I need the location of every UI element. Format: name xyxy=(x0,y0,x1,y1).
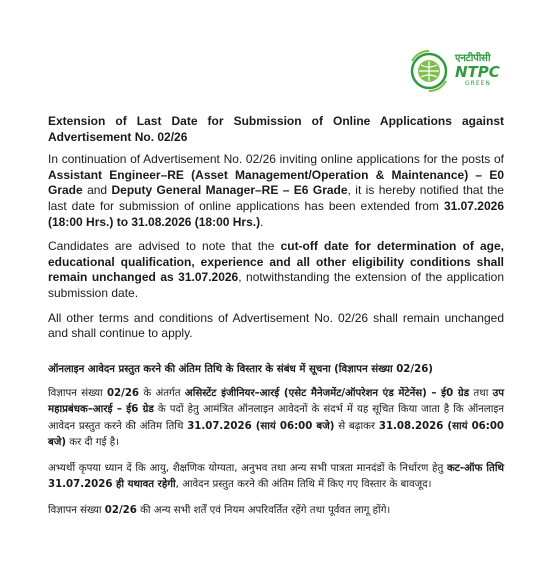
hi-p1-text-3: तथा xyxy=(469,387,493,399)
logo-wordmark xyxy=(455,50,503,87)
english-paragraph-2 xyxy=(48,239,504,301)
en-p1-bold-1: Assistant Engineer–RE (Asset Management/Operation & Maintenance) – E0 Grade xyxy=(48,167,504,198)
hindi-notice xyxy=(48,362,504,520)
logo-tagline: GREEN xyxy=(465,80,491,87)
hindi-paragraph-2 xyxy=(48,461,504,494)
notice-body xyxy=(48,114,504,528)
hi-p1-bold-2: असिस्टेंट इंजीनियर–आरई (एसेट मैनेजमेंट/ऑपरेशन एंड मेंटेनेंस) – ई0 ग्रेड xyxy=(184,387,470,399)
hi-p1-bold-4: 31.07.2026 (सायं 06:00 बजे) xyxy=(187,420,335,432)
hi-p1-bold-3: उप महाप्रबंधक–आरई – ई6 ग्रेड xyxy=(48,387,505,416)
en-p1-bold-3: 31.07.2026 (18:00 Hrs.) to 31.08.2026 (18:00 Hrs.) xyxy=(48,198,504,229)
hi-p3-text-1: विज्ञापन संख्या xyxy=(48,504,105,516)
english-paragraph-1 xyxy=(48,152,504,230)
en-p1-bold-2: Deputy General Manager–RE – E6 Grade xyxy=(111,183,348,198)
hi-p1-text-5: से बढ़ाकर xyxy=(334,420,379,432)
hindi-paragraph-1 xyxy=(48,386,504,452)
logo-brand-text: NTPC xyxy=(455,63,500,81)
en-p2-bold-1: cut-off date for determination of age, educational qualification, experience and all other eligibility conditions shall remain unchanged as 31.07.2026 xyxy=(48,239,505,285)
en-p1-text-4: . xyxy=(260,214,264,229)
logo-hindi-text: एनटीपीसी xyxy=(455,53,491,64)
en-p2-text-2: , notwithstanding the extension of the application submission date. xyxy=(48,270,505,300)
hi-p1-bold-1: 02/26 xyxy=(106,387,140,399)
hi-p2-text-2: , आवेदन प्रस्तुत करने की अंतिम तिथि में किए गए विस्तार के बावजूद। xyxy=(175,479,432,491)
english-paragraph-3: All other terms and conditions of Advertisement No. 02/26 shall remain unchanged and shall continue to apply. xyxy=(48,310,504,341)
en-p1-text-2: and xyxy=(82,183,112,198)
hi-p2-bold-1: कट-ऑफ तिथि 31.07.2026 ही यथावत रहेगी xyxy=(48,462,504,491)
english-title: Extension of Last Date for Submission of Online Applications against Advertisement No. 02/26 xyxy=(48,114,504,144)
hi-p3-text-2: की अन्य सभी शर्तें एवं नियम अपरिवर्तित रहेंगे तथा पूर्ववत लागू होंगे। xyxy=(136,504,391,516)
en-p1-text-3: , it is hereby notified that the last date for submission of online applications has been extended from xyxy=(48,183,504,213)
hi-p1-text-1: विज्ञापन संख्या xyxy=(48,387,107,399)
en-p1-text-1: In continuation of Advertisement No. 02/26 inviting online applications for the posts of xyxy=(48,152,504,167)
hindi-paragraph-3 xyxy=(48,503,504,520)
hindi-title: ऑनलाइन आवेदन प्रस्तुत करने की अंतिम तिथि के विस्तार के संबंध में सूचना (विज्ञापन संख्या 02/26) xyxy=(48,363,433,375)
hi-p3-bold-1: 02/26 xyxy=(104,504,137,516)
hi-p1-text-2: के अंतर्गत xyxy=(139,387,185,399)
hi-p2-text-1: अभ्यर्थी कृपया ध्यान दें कि आयु, शैक्षणिक योग्यता, अनुभव तथा अन्य सभी पात्रता मानदंडों के निर्धारण हेतु xyxy=(48,462,447,474)
hi-p1-text-6: कर दी गई है। xyxy=(66,437,120,449)
hi-p1-bold-5: 31.08.2026 (सायं 06:00 बजे) xyxy=(48,420,505,449)
english-notice xyxy=(48,114,504,342)
en-p2-text-1: Candidates are advised to note that the xyxy=(48,239,281,254)
hi-p1-text-4: के पदों हेतु आमंत्रित ऑनलाइन आवेदनों के संदर्भ में यह सूचित किया जाता है कि ऑनलाइन आवेदन प्रस्तुत करने की अंतिम तिथि xyxy=(48,404,504,432)
